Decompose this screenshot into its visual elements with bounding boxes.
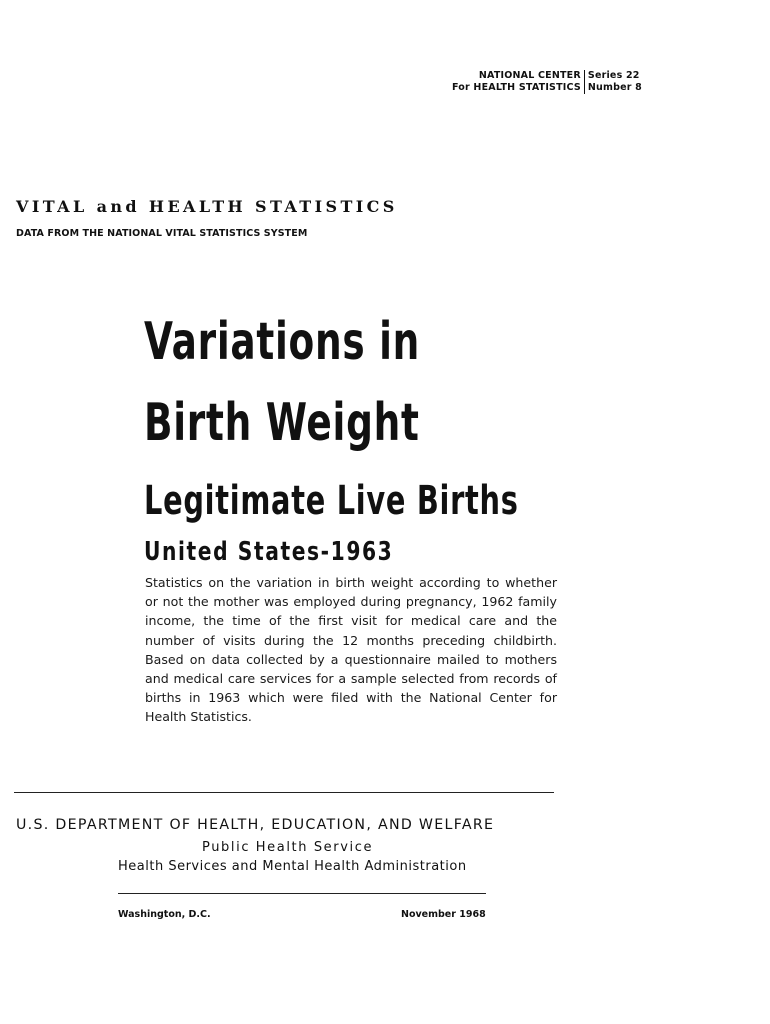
administration-name: Health Services and Mental Health Administration	[118, 859, 467, 874]
department-name: U.S. DEPARTMENT OF HEALTH, EDUCATION, AND WELFARE	[16, 817, 495, 833]
series-subtitle: DATA FROM THE NATIONAL VITAL STATISTICS SYSTEM	[16, 228, 308, 239]
report-subtitle-line1: Legitimate Live Births	[144, 478, 519, 524]
org-name-line2: For HEALTH STATISTICS	[448, 82, 584, 94]
report-series-header	[448, 70, 646, 94]
service-name: Public Health Service	[202, 840, 374, 855]
series-label: Series 22	[587, 70, 640, 81]
number-label: Number 8	[587, 82, 642, 93]
publication-date: November 1968	[401, 909, 486, 920]
report-abstract: Statistics on the variation in birth weight according to whether or not the mother was employed during pregnancy, 1962 family income, the time of the first visit for medical care and the number of visits during the 12 months preceding childbirth. Based on data collected by a questionnaire mailed to mothers and medical care services for a sample selected from records of births in 1963 which were filed with the National Center for Health Statistics.	[145, 575, 557, 725]
series-title: VITAL and HEALTH STATISTICS	[16, 197, 398, 216]
divider-rule-bottom	[118, 893, 486, 894]
report-title-line2: Birth Weight	[144, 393, 420, 453]
report-subtitle-line2: United States-1963	[144, 537, 394, 567]
org-name-line1: NATIONAL CENTER	[448, 70, 584, 82]
divider-rule	[14, 792, 554, 793]
report-title-line1: Variations in	[144, 312, 421, 372]
publication-city: Washington, D.C.	[118, 909, 211, 920]
